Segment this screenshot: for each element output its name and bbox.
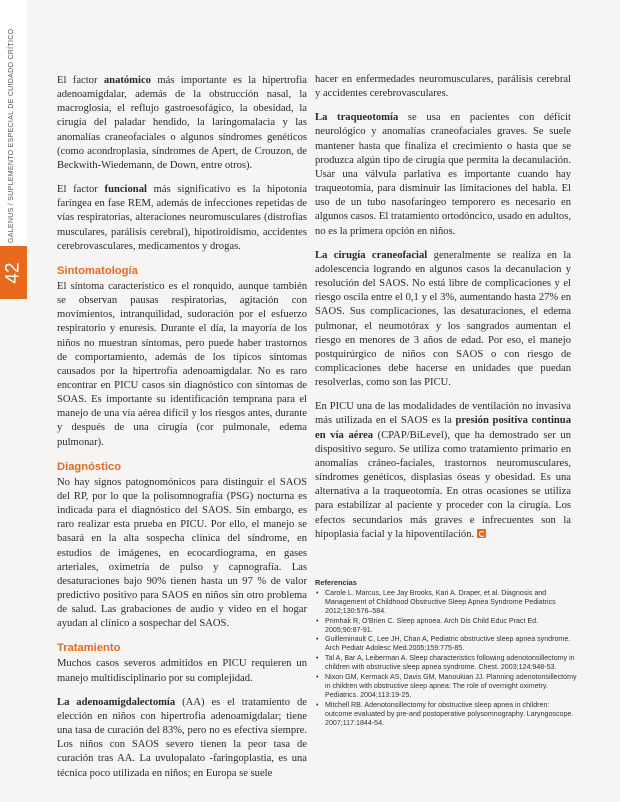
running-head: GALENUS / SUPLEMENTO ESPECIAL DE CUIDADO CRÍTICO: [8, 28, 15, 243]
reference-item: • Mitchell RB. Adenotonsillectomy for obstructive sleep apnea in children: outcome evaluated by pre-and postoperative polysomnography. Laryngoscope. 2007;117:1844-54.: [325, 701, 577, 728]
heading-diagnostico: Diagnóstico: [57, 460, 122, 473]
side-band: [0, 0, 27, 802]
paragraph-continuation: hacer en enfermedades neuromusculares, parálisis cerebral y accidentes cerebrovasculares.: [315, 74, 571, 100]
references: [315, 579, 577, 729]
term-funcional: funcional: [104, 184, 147, 196]
paragraph-factor-funcional: El factor funcional más significativo es la hipotonía faríngea en fase REM, además de infecciones repetidas de vías respiratorias, alteraciones neuromusculares (distrofias musculares, parálisis cerebral), hipotiroidismo, accidentes cerebrovasculares, medicamentos y drogas.: [57, 184, 307, 252]
reference-item: • Guilleminault C, Lee JH, Chan A, Pediatric obstructive sleep apnea syndrome. Arch Pediatr Adolesc Med.2005;159:775-85.: [325, 635, 577, 653]
reference-item: • Primhak R, O'Brien C. Sleep apnoea. Arch Dis Child Educ Pract Ed. 2005;90:87-91.: [325, 617, 577, 635]
term-cirugia-craneofacial: La cirugía craneofacial: [315, 249, 428, 261]
paragraph-diagnostico: No hay signos patognomónicos para distinguir el SAOS del RP, por lo que la polisomnografía (PSG) nocturna es indicada para el diagnóstico del SAOS. Sin embargo, es raro realizar esta prueba en PICU. Por ello, el manejo se basará en la alta sospecha clínica del síndrome, en estudios de imágenes, en ecocardiograma, en gases arteriales, oximetría de pulso y capnografía. Las desaturaciones bajo 90% tienen hasta un 97 % de valor predictivo positivo para SAOS en niños sin otro problema de salud. Las grabaciones de audio y video en el hogar ayudan al clínico a sospechar del SAOS.: [57, 476, 307, 630]
references-title: Referencias: [315, 578, 357, 587]
left-column: [57, 74, 307, 791]
paragraph-tratamiento-intro: Muchos casos severos admitidos en PICU requieren un manejo multidisciplinario por su complejidad.: [57, 658, 307, 684]
reference-item: • Carole L. Marcus, Lee Jay Brooks, Kari A. Draper, et al. Diagnosis and Management of Childhood Obstructive Sleep Apnea Syndrome Pediatrics 2012;130:576–584.: [325, 589, 577, 616]
paragraph-factor-anatomico: El factor anatómico más importante es la hipertrofia adenoamigdalar, además de la obstrucción nasal, la macroglosia, el reflujo gastroesofágico, la obesidad, la cirugía del paladar hendido, la laringomalacia y las anomalías craneofaciales o algunos síndromes genéticos (como acondroplasia, síndromes de Apert, de Crouzon, de Beckwith-Wiedemann, de Down, entre otros).: [57, 75, 307, 171]
heading-tratamiento: Tratamiento: [57, 642, 121, 655]
references-list: [315, 589, 577, 728]
heading-sintomatologia: Sintomatología: [57, 264, 138, 277]
right-column: [315, 73, 571, 552]
paragraph-cpap: En PICU una de las modalidades de ventilación no invasiva más utilizada en el SAOS es la presión positiva continua en vía aérea (CPAP/BiLevel), que ha demostrado ser un dispositivo seguro. Se utiliza como tratamiento primario en anomalías cráneo-faciales, trastornos neuromusculares, síndromes genéticos, displasias óseas y obesidad. Es una alternativa a la traqueotomía. En otras ocasiones se utiliza para estabilizar al paciente y proceder con la cirugía. Los efectos secundarios más graves e infrecuentes son la hipoplasia facial y la hipoventilación.: [315, 401, 572, 540]
page-number: 42: [2, 261, 24, 284]
term-traqueotomia: La traqueotomía: [315, 112, 399, 124]
page-number-tab: [0, 246, 27, 299]
reference-item: • Nixon GM, Kermack AS, Davis GM, Manoukian JJ. Planning adenotonsillectomy in children with obstructive sleep apnea: The role of overnight oximetry. Pediatrics. 2004;113:19-25.: [325, 673, 577, 700]
term-anatomico: anatómico: [103, 75, 151, 86]
term-cpap: presión positiva continua en vía aérea: [315, 415, 571, 441]
paragraph-cirugia-craneofacial: La cirugía craneofacial generalmente se realiza en la adolescencia logrando en algunos casos la decanulacion y resolución del SAOS. No está libre de complicaciones y el riesgo oscila entre el 0,1 y el 3%, aumentando hasta 27% en SAOS. Sus complicaciones, las desaturaciones, el edema pulmonar, el neumotórax y los sangrados aumentan el riesgo en menores de 3 años de edad. Por eso, el manejo postquirúrgico de niños con SAOS o con riesgo de complicaciones debe hacerse en unidades que puedan resolverlas, como son las PICU.: [315, 249, 571, 389]
paragraph-adenoamigdalectomia: La adenoamigdalectomía (AA) es el tratamiento de elección en niños con hipertrofia adenoamigdalar; tiene una tasa de curación del 83%, pero no es efectiva siempre. Los niños con SAOS severo tienen la peor tasa de curación tras AA. La uvulopalato -faringoplastia, es una técnica poco utilizada en niños; en Europa se suele: [57, 696, 307, 779]
paragraph-sintomatologia: El síntoma característico es el ronquido, aunque también se observan pausas respiratorias, agitación con movimientos, intranquilidad, sudoración por el esfuerzo respiratorio y enuresis. Durante el día, la mayoría de los niños no muestran síntomas, pero puede haber trastornos de comportamiento, además de los típicos síntomas causados por la hipertrofia adenoamigdalar. No es raro encontrar en PICU casos sin diagnóstico con síntomas de SOAS. Es importante su identificación temprana para el manejo de una vía aérea difícil y los riesgos antes, durante y después de una cirugía (cor pulmonale, edema pulmonar).: [57, 280, 307, 448]
galenus-g-icon: [477, 529, 486, 538]
term-adenoamigdalectomia: La adenoamigdalectomía: [57, 696, 176, 708]
reference-item: • Tal A, Bar A, Leiberman A. Sleep characteristics following adenotonsillectomy in children with obstructive sleep apnea syndrome. Chest. 2003;124:948-53.: [325, 654, 577, 672]
paragraph-traqueotomia: La traqueotomía se usa en pacientes con déficit neurológico y anomalías craneofaciales graves. Se suele mantener hasta que finaliza el crecimiento o hasta que se produzca algún tipo de cirugía que permita la decanulación. Usar una válvula parlativa es importante cuando hay traqueotomía, para disminuir las limitaciones del habla. El uso de un tubo nasofaríngeo temporero es necesario en algunos casos. El tratamiento ortodóncico, usado en adultos, no es la primera opción en niños.: [315, 112, 571, 237]
